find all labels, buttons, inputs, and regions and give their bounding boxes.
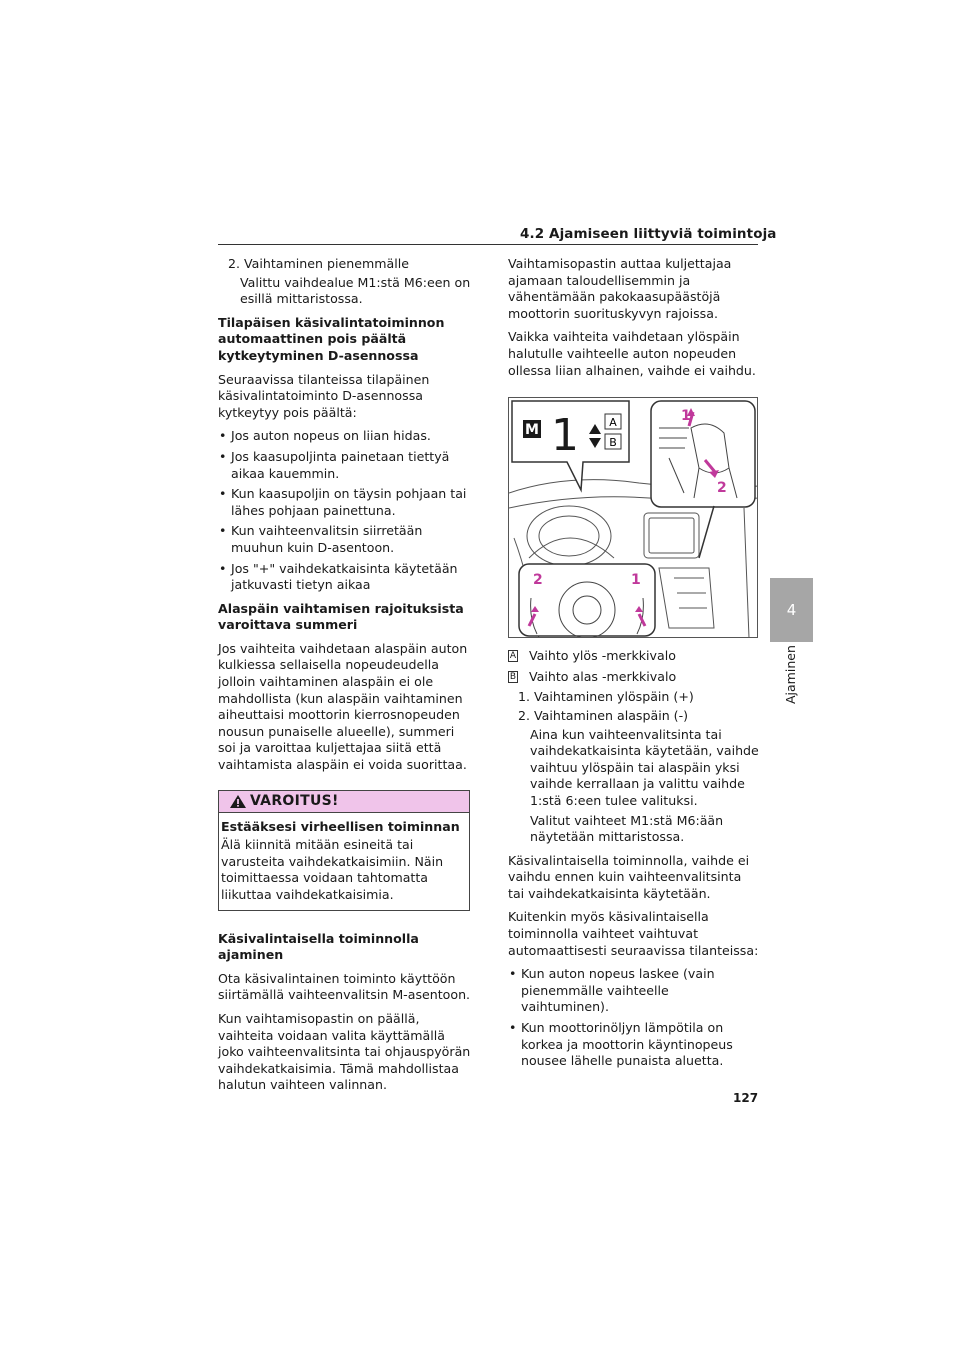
paragraph: Kuitenkin myös käsivalintaisella toiminnolla vaihteet vaihtuvat automaattisesti seuraavissa tilanteissa: — [508, 909, 759, 958]
paddle-callout-1: 1 — [631, 572, 641, 589]
warning-header — [219, 791, 469, 813]
list-item-downshift: 2. Vaihtaminen pienemmälle — [228, 256, 409, 271]
section-heading: Alaspäin vaihtamisen rajoituksista varoittava summeri — [218, 600, 464, 633]
paragraph: Seuraavissa tilanteissa tilapäinen käsivalintatoiminto D-asennossa kytkeytyy pois päältä: — [218, 371, 430, 420]
list-item: • Kun kaasupoljin on täysin pohjaan tai lähes pohjaan painettuna. — [218, 486, 474, 519]
paddle-callout-2: 2 — [533, 572, 543, 589]
legend-text-b: Vaihto alas -merkkivalo — [529, 668, 677, 684]
list-item: • Jos "+" vaihdekatkaisinta käytetään jatkuvasti tietyn aikaa — [218, 561, 474, 594]
list-item: • Jos auton nopeus on liian hidas. — [218, 428, 474, 445]
left-column — [218, 256, 474, 1101]
paragraph: Jos vaihteita vaihdetaan alaspäin auton kulkiessa sellaisella nopeudeudella jolloin vaihtaminen alaspäin ei ole mahdollista (kun alaspäin vaihtaminen aiheuttaisi moottorin kierrosnopeuden nousun punaiselle alueelle), summeri soi ja varoittaa kuljettajaa siitä että vaihtamista alaspäin ei voida suorittaa. — [218, 640, 468, 773]
chapter-label-text: Ajaminen — [783, 645, 798, 704]
legend-key-b: B — [509, 671, 517, 682]
list-item: • Kun auton nopeus laskee (vain pienemmälle vaihteelle vaihtuminen). — [508, 966, 760, 1016]
list-item: • Kun moottorinöljyn lämpötila on korkea ja moottorin käyntinopeus nousee lähelle punaista aluetta. — [508, 1020, 760, 1070]
warning-box — [218, 790, 470, 911]
display-mode: M — [525, 422, 539, 439]
list-item-desc: Aina kun vaihteenvalitsinta tai vaihdekatkaisinta käytetään, vaihde vaihtuu ylöspäin tai alaspäin yksi vaihde kerrallaan ja valittu vaihde 1:stä 6:een tulee valituksi. — [530, 726, 759, 808]
legend-text-a: Vaihto ylös -merkkivalo — [529, 648, 676, 664]
section-heading: Tilapäisen käsivalintatoiminnon automaattinen pois päältä kytkeytyminen D-asennossa — [218, 314, 445, 363]
paragraph: Ota käsivalintainen toiminto käyttöön siirtämällä vaihteenvalitsin M-asentoon. — [218, 970, 471, 1003]
warning-body — [219, 813, 469, 910]
paragraph: Vaikka vaihteita vaihdetaan ylöspäin halutulle vaihteelle auton nopeuden ollessa liian alhainen, vaihde ei vaihdu. — [508, 329, 756, 378]
lever-callout-1: 1 — [681, 408, 691, 425]
list-item-downshift: 2. Vaihtaminen alaspäin (-) — [518, 707, 689, 723]
gear-lever-inset — [651, 401, 755, 558]
figure-label-b: B — [609, 436, 617, 450]
list-item: • Kun vaihteenvalitsin siirretään muuhun kuin D-asentoon. — [218, 523, 474, 556]
dashboard-illustration — [509, 398, 758, 638]
list-item-desc: Valitut vaihteet M1:stä M6:ään näytetään mittaristossa. — [530, 812, 724, 845]
chapter-label — [777, 645, 807, 712]
paragraph: Kun vaihtamisopastin on päällä, vaihteita voidaan valita käyttämällä joko vaihteenvalitsinta tai ohjauspyörän vaihdekatkaisimia. Tämä mahdollistaa halutun vaihteen valinnan. — [218, 1010, 471, 1093]
shift-illustration — [508, 397, 758, 638]
warning-heading: Estääksesi virheellisen toiminnan — [221, 818, 460, 834]
chapter-number: 4 — [786, 601, 797, 619]
paragraph: Vaihtamisopastin auttaa kuljettajaa ajamaan taloudellisemmin ja vähentämään pakokaasupäästöjä moottorin suorituskyvyn rajoissa. — [508, 256, 732, 321]
legend-key-a: A — [509, 651, 517, 662]
steering-wheel-inset — [519, 564, 655, 638]
warning-text: Älä kiinnitä mitään esineitä tai varusteita vaihdekatkaisimiin. Näin toimittaessa voidaan tahtomatta liikuttaa vaihdekatkaisimia. — [221, 837, 444, 902]
list-item-upshift: 1. Vaihtaminen ylöspäin (+) — [518, 689, 694, 705]
header-rule — [218, 244, 758, 245]
list-item: • Jos kaasupoljinta painetaan tiettyä aikaa kauemmin. — [218, 449, 474, 482]
legend-item-a — [508, 648, 760, 665]
figure-label-a: A — [609, 416, 617, 430]
list-item-downshift-desc: Valittu vaihdealue M1:stä M6:een on esillä mittaristossa. — [240, 274, 471, 307]
running-header: 4.2 Ajamiseen liittyviä toimintoja — [520, 226, 777, 242]
paragraph: Käsivalintaisella toiminnolla, vaihde ei vaihdu ennen kuin vaihteenvalitsinta tai vaihdekatkaisinta käytetään. — [508, 852, 750, 901]
display-gear: 1 — [551, 410, 579, 462]
page-number: 127 — [733, 1091, 759, 1105]
right-column — [508, 256, 760, 1074]
warning-triangle-icon — [229, 794, 247, 809]
section-heading: Käsivalintaisella toiminnolla ajaminen — [218, 930, 419, 963]
lever-callout-2: 2 — [717, 480, 727, 497]
legend-item-b — [508, 669, 760, 686]
warning-title: VAROITUS! — [250, 792, 339, 809]
chapter-tab — [770, 578, 813, 642]
